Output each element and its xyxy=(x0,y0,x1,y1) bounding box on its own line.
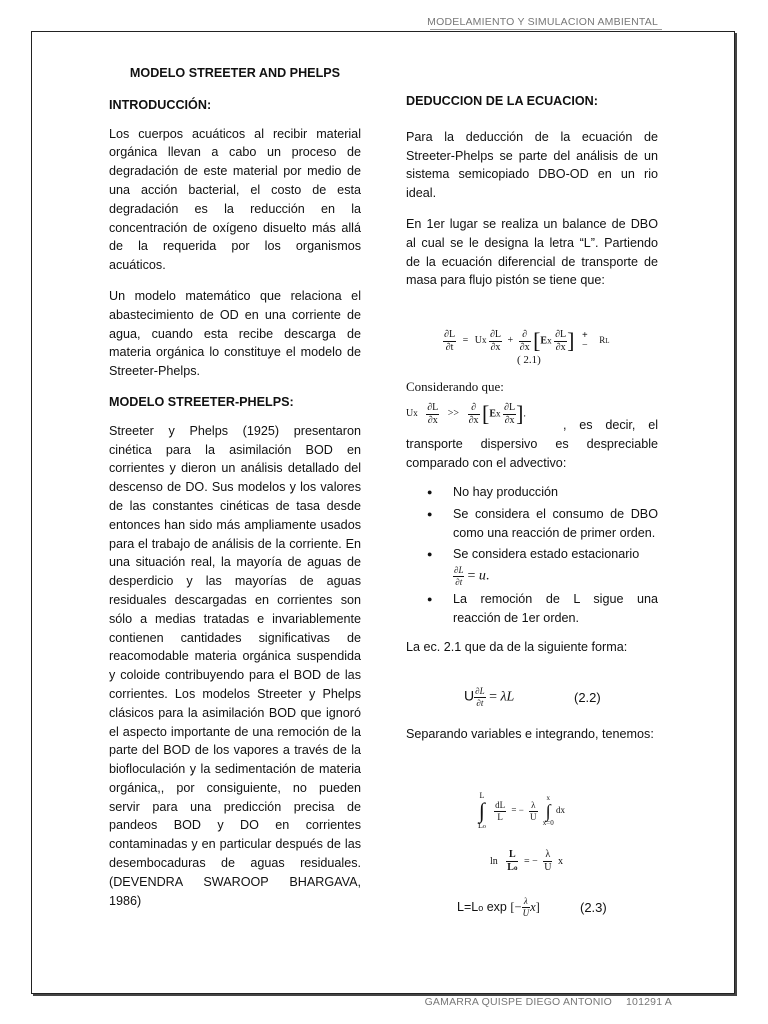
dispersive-inequality: Ux $\frac{\partial L}{\partial x}$ >> $\frac{\partial}{\partial x}$ [Ex $\frac{\partial L}{\partial x}$ ]. xyxy=(406,401,526,426)
considering-text-block xyxy=(406,416,658,472)
assumption-item-text: Se considera estado estacionario xyxy=(453,547,640,562)
assumption-item: ● La remoción de L sigue una reacción de 1er orden. xyxy=(406,590,658,628)
log-equation: ln $\frac{L}{Lo}$ = − $\frac{\lambda}{U}$ x xyxy=(490,849,563,873)
separation-block xyxy=(406,725,658,744)
page-header-title: MODELAMIENTO Y SIMULACION AMBIENTAL xyxy=(427,16,658,28)
right-column xyxy=(406,92,658,290)
left-column xyxy=(109,64,361,910)
page-footer xyxy=(425,996,672,1008)
equation-2-1-label: ( 2.1) xyxy=(517,354,541,366)
equation-2-2: U $\frac{\partial L}{\partial t}$ = λL xyxy=(464,686,515,708)
footer-code: 101291 A xyxy=(626,996,672,1008)
deduction-paragraph-3: La ec. 2.1 que da de la siguiente forma: xyxy=(406,639,628,654)
intro-paragraph-1: Los cuerpos acuáticos al recibir material orgánica llevan a cabo un proceso de degradación de este material por medio de una acción bacterial, el costo de esta degradación es la reducción en la concentración de oxígeno disuelto más allá de la requerida por los organismos acuáticos. xyxy=(109,126,361,273)
assumption-item: ● No hay producción xyxy=(406,483,658,502)
deduction-paragraph-2: En 1er lugar se realiza un balance de DBO al cual se le designa la letra “L”. Partiendo de la ecuación diferencial de transporte de masa para flujo pistón se tiene que: xyxy=(406,216,658,288)
integral-equation: L ∫ Lo $\frac{dL}{L}$ = − $\frac{\lambda}{U}$ x ∫ x=0 dx xyxy=(478,791,565,830)
model-paragraph: Streeter y Phelps (1925) presentaron cinética para la asimilación BOD en corrientes y dieron un análisis detallado del descenso de DO. Sus modelos y los valores de las constantes cinéticas de tasa desde entonces han sido más ampliamente usados para el trabajo de análisis de la corriente. En una situación real, la mayoría de aguas de desperdicio y las mayorías de aguas residuales descargadas en corrientes son sólo a medias tratadas e invariablemente contienen cantidades significativas de reacomodable materia orgánica suspendida y coloide contribuyendo para el BOD de las corrientes. Los modelos Streeter y Phelps clásicos para la asimilación BOD que ignoró el aspecto importante de una remoción de la parte del BOD de los vapores a través de la biofloculación y la sedimentación de materia orgánica,, por consiguiente, no pueden servir para una predicción precisa de pandeos BOD y DO en corrientes contaminadas y en particular después de las desembocaduras de aguas residuales. (DEVENDRA SWAROOP BHARGAVA, 1986) xyxy=(109,423,361,908)
assumptions-list xyxy=(406,483,658,628)
model-heading: MODELO STREETER-PHELPS: xyxy=(109,394,294,409)
assumption-item: ● Se considera el consumo de DBO como una reacción de primer orden. xyxy=(406,505,658,543)
intro-heading: INTRODUCCIÓN: xyxy=(109,97,212,112)
document-title: MODELO STREETER AND PHELPS xyxy=(129,66,341,80)
header-rule xyxy=(430,29,662,30)
assumptions-block xyxy=(406,473,658,657)
assumption-item xyxy=(406,545,658,587)
deduction-paragraph-4: Separando variables e integrando, tenemos: xyxy=(406,727,654,741)
deduction-heading: DEDUCCION DE LA ECUACION: xyxy=(406,94,598,108)
considering-tail: , es decir, el transporte dispersivo es despreciable comparado con el advectivo: xyxy=(406,418,658,470)
steady-state-equation: $\frac{\partial L}{\partial t}$ = u. xyxy=(454,565,490,588)
equation-2-3-label: (2.3) xyxy=(580,900,607,915)
footer-author: GAMARRA QUISPE DIEGO ANTONIO xyxy=(424,996,613,1008)
deduction-paragraph-1: Para la deducción de la ecuación de Streeter-Phelps se parte del análisis de un sistema semicopiado DBO-OD en un rio ideal. xyxy=(406,129,658,201)
equation-2-3: L=Lo exp [− $\frac{\lambda}{U}$ x] xyxy=(457,896,540,918)
considering-label: Considerando que: xyxy=(406,379,504,394)
equation-2-2-label: (2.2) xyxy=(574,690,601,705)
equation-2-1: $\frac{\partial L}{\partial t}$ = Ux $\frac{\partial L}{\partial x}$ + $\frac{\partial}{\partial x}$ [Ex $\frac{\partial L}{\partial x}$ ] + − RL xyxy=(444,328,610,353)
intro-paragraph-2: Un modelo matemático que relaciona el abastecimiento de OD en una corriente de agua, cuando esta recibe descarga de materia orgánica lo constituye el modelo de Streeter-Phelps. xyxy=(109,288,361,379)
